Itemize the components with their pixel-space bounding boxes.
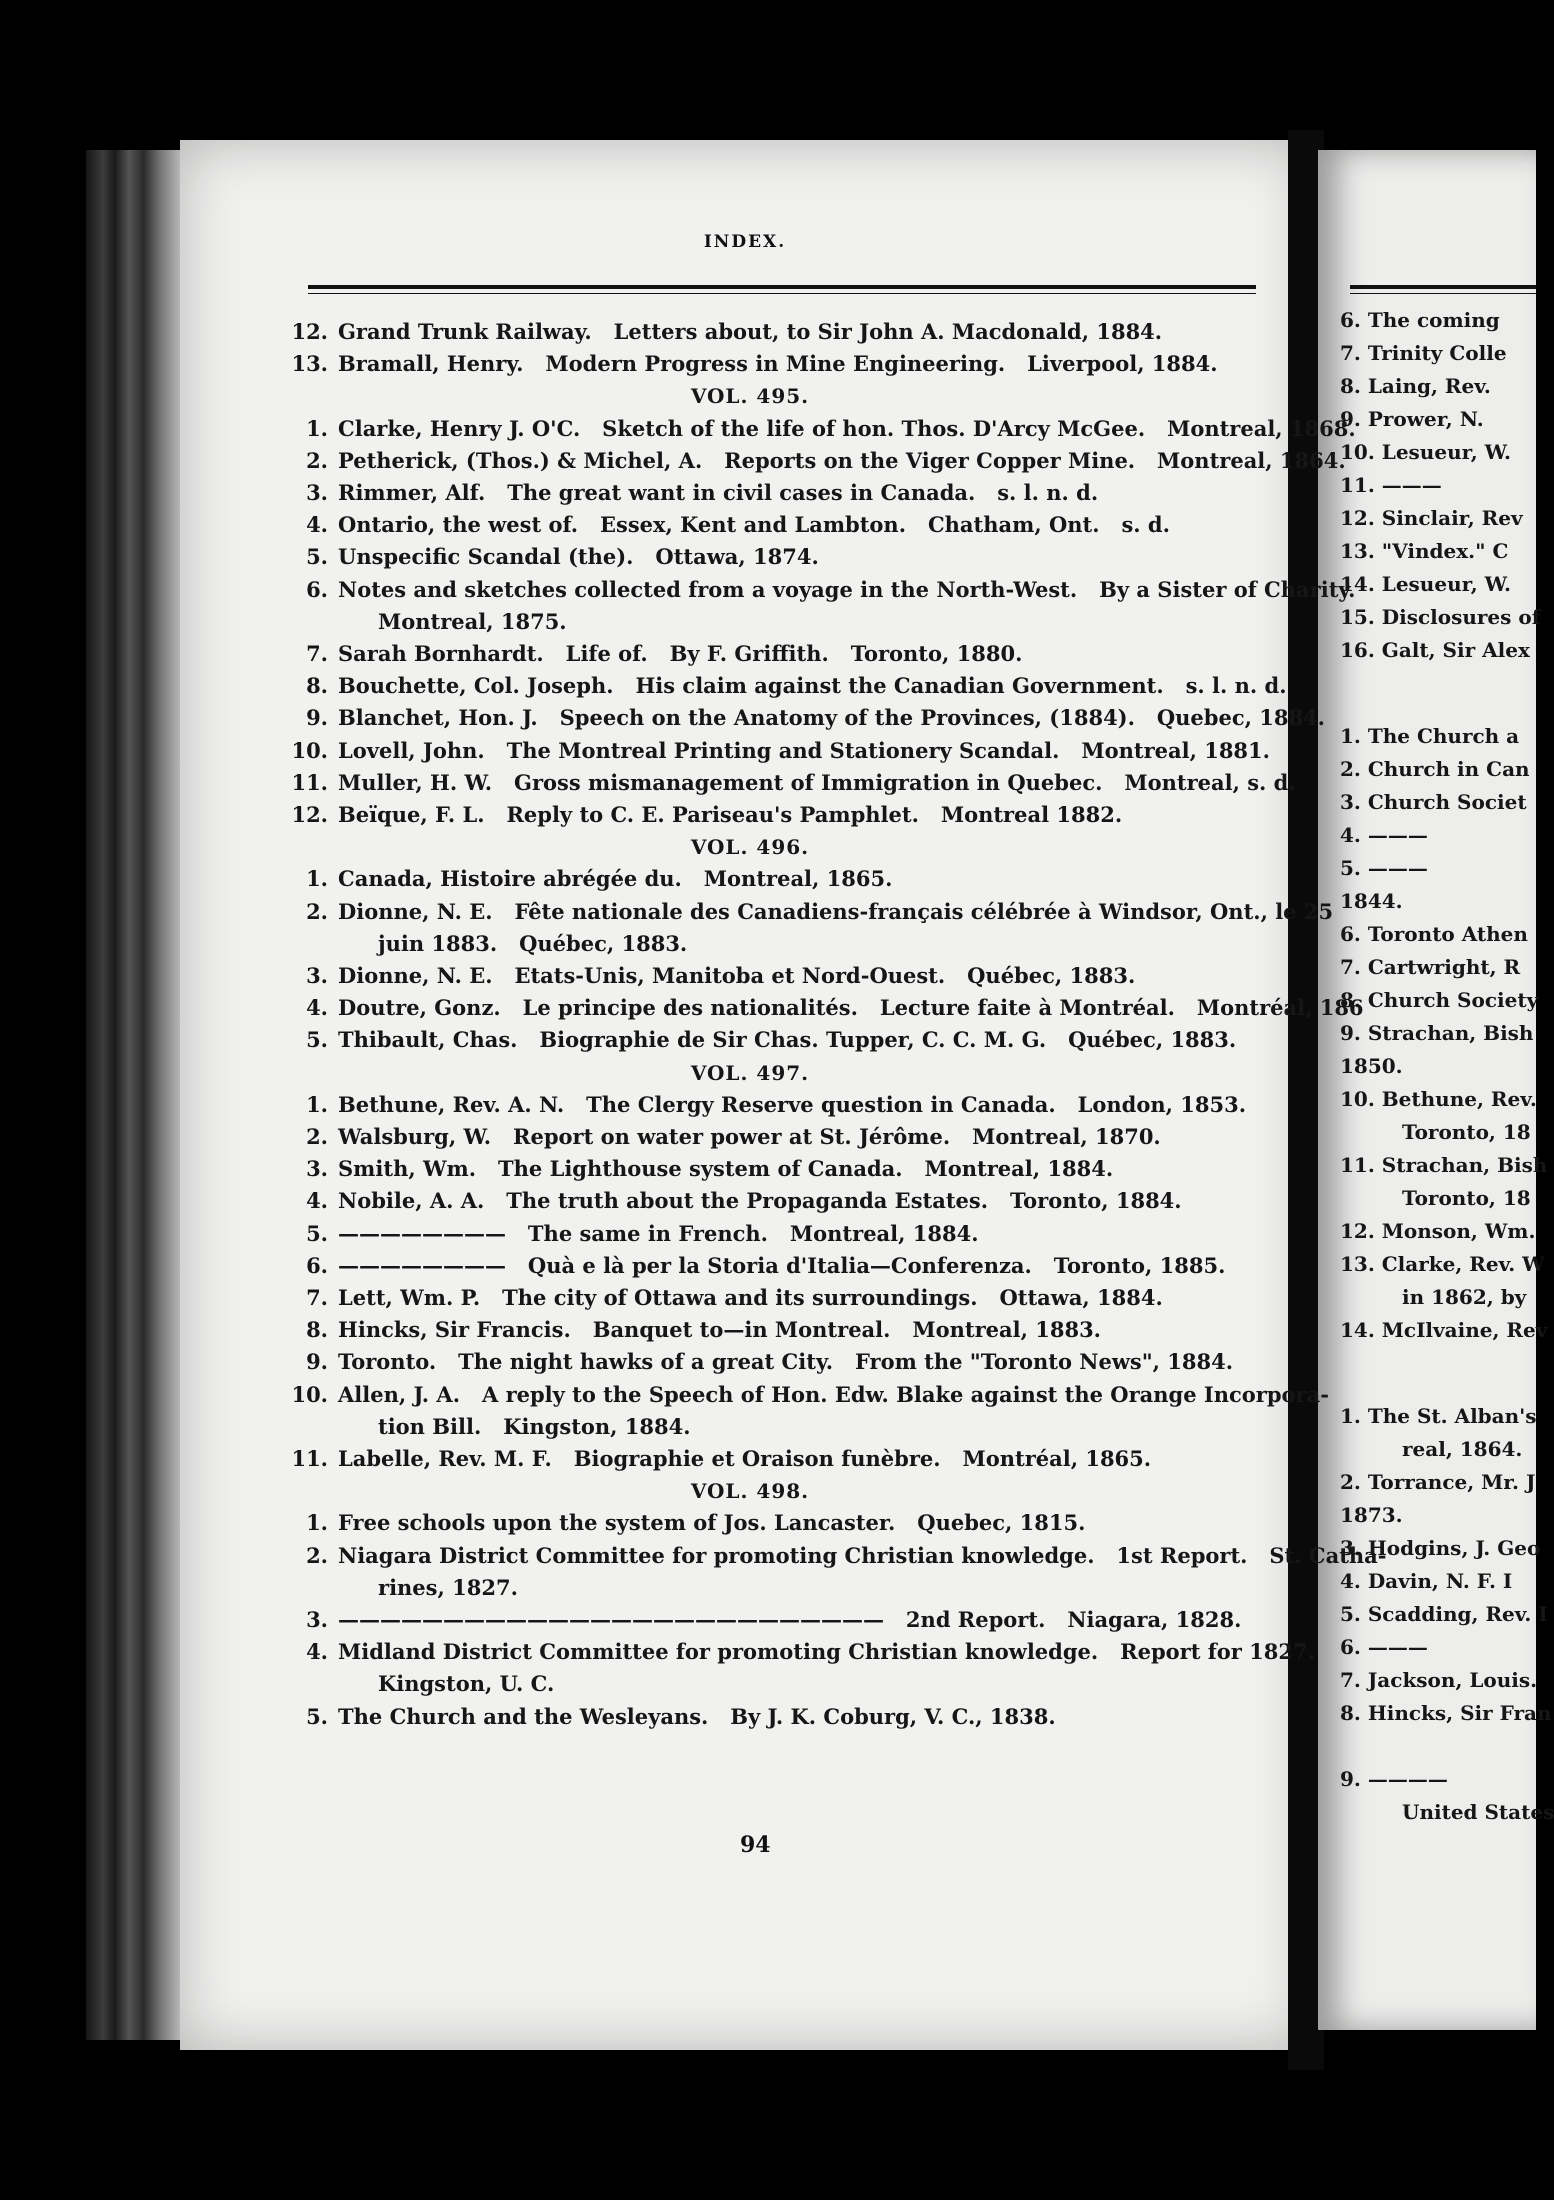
entry-text: Doutre, Gonz. Le principe des nationalités. Lecture faite à Montréal. Montréal, 186 (338, 995, 1364, 1020)
entry-text: Petherick, (Thos.) & Michel, A. Reports on the Viger Copper Mine. Montreal, 1864. (338, 448, 1346, 473)
entry-text: ———————— The same in French. Montreal, 1884. (338, 1221, 979, 1246)
entry-text: Beïque, F. L. Reply to C. E. Pariseau's Pamphlet. Montreal 1882. (338, 802, 1123, 827)
entry-text: Labelle, Rev. M. F. Biographie et Oraison funèbre. Montréal, 1865. (338, 1446, 1152, 1471)
entry-text: Unspecific Scandal (the). Ottawa, 1874. (338, 544, 819, 569)
entry-text: Smith, Wm. The Lighthouse system of Canada. Montreal, 1884. (338, 1156, 1114, 1181)
right-page-fragment: 9. ———— (1340, 1767, 1448, 1791)
entry-text: Thibault, Chas. Biographie de Sir Chas. Tupper, C. C. M. G. Québec, 1883. (338, 1027, 1237, 1052)
right-page-fragment: 8. Church Society (1340, 988, 1539, 1012)
entry-number: 12. (291, 319, 328, 344)
right-page-fragment: 1. The Church a (1340, 724, 1520, 748)
entry-text: —————————————————————————— 2nd Report. Niagara, 1828. (338, 1607, 1242, 1632)
entry-text: Canada, Histoire abrégée du. Montreal, 1865. (338, 866, 893, 891)
entry-number: 6. (306, 1253, 328, 1278)
entry-text: Sarah Bornhardt. Life of. By F. Griffith. Toronto, 1880. (338, 641, 1023, 666)
right-page-fragment: 8. Laing, Rev. (1340, 374, 1491, 398)
entry-number: 9. (306, 1349, 328, 1374)
entry-text: Bouchette, Col. Joseph. His claim against the Canadian Government. s. l. n. d. (338, 673, 1287, 698)
entry-text: Midland District Committee for promoting Christian knowledge. Report for 1827. (338, 1639, 1315, 1664)
entry-number: 7. (306, 641, 328, 666)
entry-number: 4. (306, 512, 328, 537)
entry-number: 2. (306, 1543, 328, 1568)
right-page-fragment: 7. Jackson, Louis. (1340, 1668, 1538, 1692)
entry-text: Allen, J. A. A reply to the Speech of Hon. Edw. Blake against the Orange Incorpora- (338, 1382, 1329, 1407)
right-page-fragment: 9. Strachan, Bish (1340, 1021, 1534, 1045)
entry-number: 4. (306, 1639, 328, 1664)
entry-number: 11. (291, 1446, 328, 1471)
right-page-fragment: 9. Prower, N. (1340, 407, 1484, 431)
entry-number: 10. (291, 738, 328, 763)
entry-number: 1. (306, 1510, 328, 1535)
entry-text: Dionne, N. E. Etats-Unis, Manitoba et Nord-Ouest. Québec, 1883. (338, 963, 1136, 988)
entry-number: 10. (291, 1382, 328, 1407)
right-page-fragment: 14. Lesueur, W. (1340, 572, 1511, 596)
entry-text: Muller, H. W. Gross mismanagement of Immigration in Quebec. Montreal, s. d. (338, 770, 1296, 795)
right-page-fragment: 11. Strachan, Bish (1340, 1153, 1548, 1177)
entry-number: 8. (306, 673, 328, 698)
right-page-fragment: 8. Hincks, Sir Fran (1340, 1701, 1552, 1725)
entry-text: Kingston, U. C. (378, 1671, 555, 1696)
right-page-fragment: 13. "Vindex." C (1340, 539, 1509, 563)
entry-text: Clarke, Henry J. O'C. Sketch of the life of hon. Thos. D'Arcy McGee. Montreal, 1868. (338, 416, 1356, 441)
entry-text: Toronto. The night hawks of a great City. From the "Toronto News", 1884. (338, 1349, 1234, 1374)
entry-text: Hincks, Sir Francis. Banquet to—in Montreal. Montreal, 1883. (338, 1317, 1101, 1342)
entry-text: Blanchet, Hon. J. Speech on the Anatomy of the Provinces, (1884). Quebec, 1884. (338, 705, 1325, 730)
right-page-fragment: 3. Church Societ (1340, 790, 1527, 814)
right-page-fragment: 1850. (1340, 1054, 1403, 1078)
entry-number: 3. (306, 480, 328, 505)
entry-text: Lett, Wm. P. The city of Ottawa and its surroundings. Ottawa, 1884. (338, 1285, 1163, 1310)
volume-heading: VOL. 495. (690, 384, 810, 408)
entry-number: 3. (306, 1156, 328, 1181)
entry-number: 1. (306, 416, 328, 441)
entry-number: 1. (306, 866, 328, 891)
right-page-fragment: 2. Torrance, Mr. J (1340, 1470, 1536, 1494)
entry-number: 4. (306, 995, 328, 1020)
entry-number: 8. (306, 1317, 328, 1342)
running-head: INDEX. (703, 232, 787, 252)
entry-text: Lovell, John. The Montreal Printing and Stationery Scandal. Montreal, 1881. (338, 738, 1270, 763)
entry-number: 5. (306, 544, 328, 569)
right-page-fragment: 10. Lesueur, W. (1340, 440, 1511, 464)
right-page-fragment: 2. Church in Can (1340, 757, 1530, 781)
right-page-fragment: 1873. (1340, 1503, 1403, 1527)
right-page-fragment: real, 1864. (1402, 1437, 1523, 1461)
right-page-fragment: 6. The coming (1340, 308, 1500, 332)
right-page-fragment: 5. ——— (1340, 856, 1428, 880)
entry-number: 5. (306, 1027, 328, 1052)
right-page-fragment: Toronto, 18 (1402, 1120, 1531, 1144)
entry-number: 13. (291, 351, 328, 376)
page-number: 94 (740, 1832, 771, 1858)
right-page-fragment: United States (1402, 1800, 1554, 1824)
right-page-fragment: 14. McIlvaine, Rev (1340, 1318, 1548, 1342)
right-page-fragment: 10. Bethune, Rev. (1340, 1087, 1537, 1111)
entry-text: Rimmer, Alf. The great want in civil cases in Canada. s. l. n. d. (338, 480, 1099, 505)
entry-number: 4. (306, 1188, 328, 1213)
right-page-fragment: in 1862, by (1402, 1285, 1527, 1309)
right-page-fragment: 12. Monson, Wm. (1340, 1219, 1536, 1243)
entry-number: 5. (306, 1221, 328, 1246)
right-page-fragment: 12. Sinclair, Rev (1340, 506, 1523, 530)
right-page-fragment: 6. ——— (1340, 1635, 1428, 1659)
entry-text: Free schools upon the system of Jos. Lancaster. Quebec, 1815. (338, 1510, 1086, 1535)
right-page-fragment: 7. Trinity Colle (1340, 341, 1507, 365)
entry-number: 9. (306, 705, 328, 730)
entry-text: Bethune, Rev. A. N. The Clergy Reserve question in Canada. London, 1853. (338, 1092, 1247, 1117)
entry-text: Walsburg, W. Report on water power at St. Jérôme. Montreal, 1870. (338, 1124, 1161, 1149)
entry-number: 5. (306, 1704, 328, 1729)
entry-text: Ontario, the west of. Essex, Kent and Lambton. Chatham, Ont. s. d. (338, 512, 1170, 537)
right-page-fragment: 4. ——— (1340, 823, 1428, 847)
right-page-fragment: 6. Toronto Athen (1340, 922, 1528, 946)
entry-text: Bramall, Henry. Modern Progress in Mine Engineering. Liverpool, 1884. (338, 351, 1218, 376)
right-page-fragment: 1. The St. Alban's (1340, 1404, 1537, 1428)
volume-heading: VOL. 498. (690, 1479, 810, 1503)
entry-text: The Church and the Wesleyans. By J. K. Coburg, V. C., 1838. (338, 1704, 1056, 1729)
entry-text: Niagara District Committee for promoting Christian knowledge. 1st Report. St. Catha- (338, 1543, 1387, 1568)
entry-text: juin 1883. Québec, 1883. (378, 931, 688, 956)
entry-number: 6. (306, 577, 328, 602)
entry-number: 2. (306, 448, 328, 473)
entry-text: rines, 1827. (378, 1575, 518, 1600)
entry-number: 2. (306, 899, 328, 924)
right-page-fragment: 1844. (1340, 889, 1403, 913)
right-page-fragment: 16. Galt, Sir Alex (1340, 638, 1530, 662)
entry-number: 11. (291, 770, 328, 795)
right-page-fragment: 11. ——— (1340, 473, 1442, 497)
right-page-fragment: 15. Disclosures of (1340, 605, 1541, 629)
entry-text: Dionne, N. E. Fête nationale des Canadiens-français célébrée à Windsor, Ont., le 25 (338, 899, 1334, 924)
entry-number: 1. (306, 1092, 328, 1117)
right-page-fragment: 7. Cartwright, R (1340, 955, 1521, 979)
entry-text: Notes and sketches collected from a voyage in the North-West. By a Sister of Charity. (338, 577, 1356, 602)
right-page-fragment: 5. Scadding, Rev. I (1340, 1602, 1548, 1626)
entry-number: 7. (306, 1285, 328, 1310)
volume-heading: VOL. 496. (690, 835, 810, 859)
volume-heading: VOL. 497. (690, 1061, 810, 1085)
entry-number: 12. (291, 802, 328, 827)
right-page-fragment: Toronto, 18 (1402, 1186, 1531, 1210)
right-page-fragment: 13. Clarke, Rev. W (1340, 1252, 1545, 1276)
entry-text: Grand Trunk Railway. Letters about, to Sir John A. Macdonald, 1884. (338, 319, 1163, 344)
right-page-fragment: 4. Davin, N. F. I (1340, 1569, 1513, 1593)
entry-text: Nobile, A. A. The truth about the Propaganda Estates. Toronto, 1884. (338, 1188, 1182, 1213)
entry-number: 3. (306, 1607, 328, 1632)
entry-text: tion Bill. Kingston, 1884. (378, 1414, 691, 1439)
entry-number: 2. (306, 1124, 328, 1149)
right-page-fragment: 3. Hodgins, J. Geo (1340, 1536, 1541, 1560)
entry-text: ———————— Quà e là per la Storia d'Italia—Conferenza. Toronto, 1885. (338, 1253, 1226, 1278)
entry-number: 3. (306, 963, 328, 988)
entry-text: Montreal, 1875. (378, 609, 567, 634)
